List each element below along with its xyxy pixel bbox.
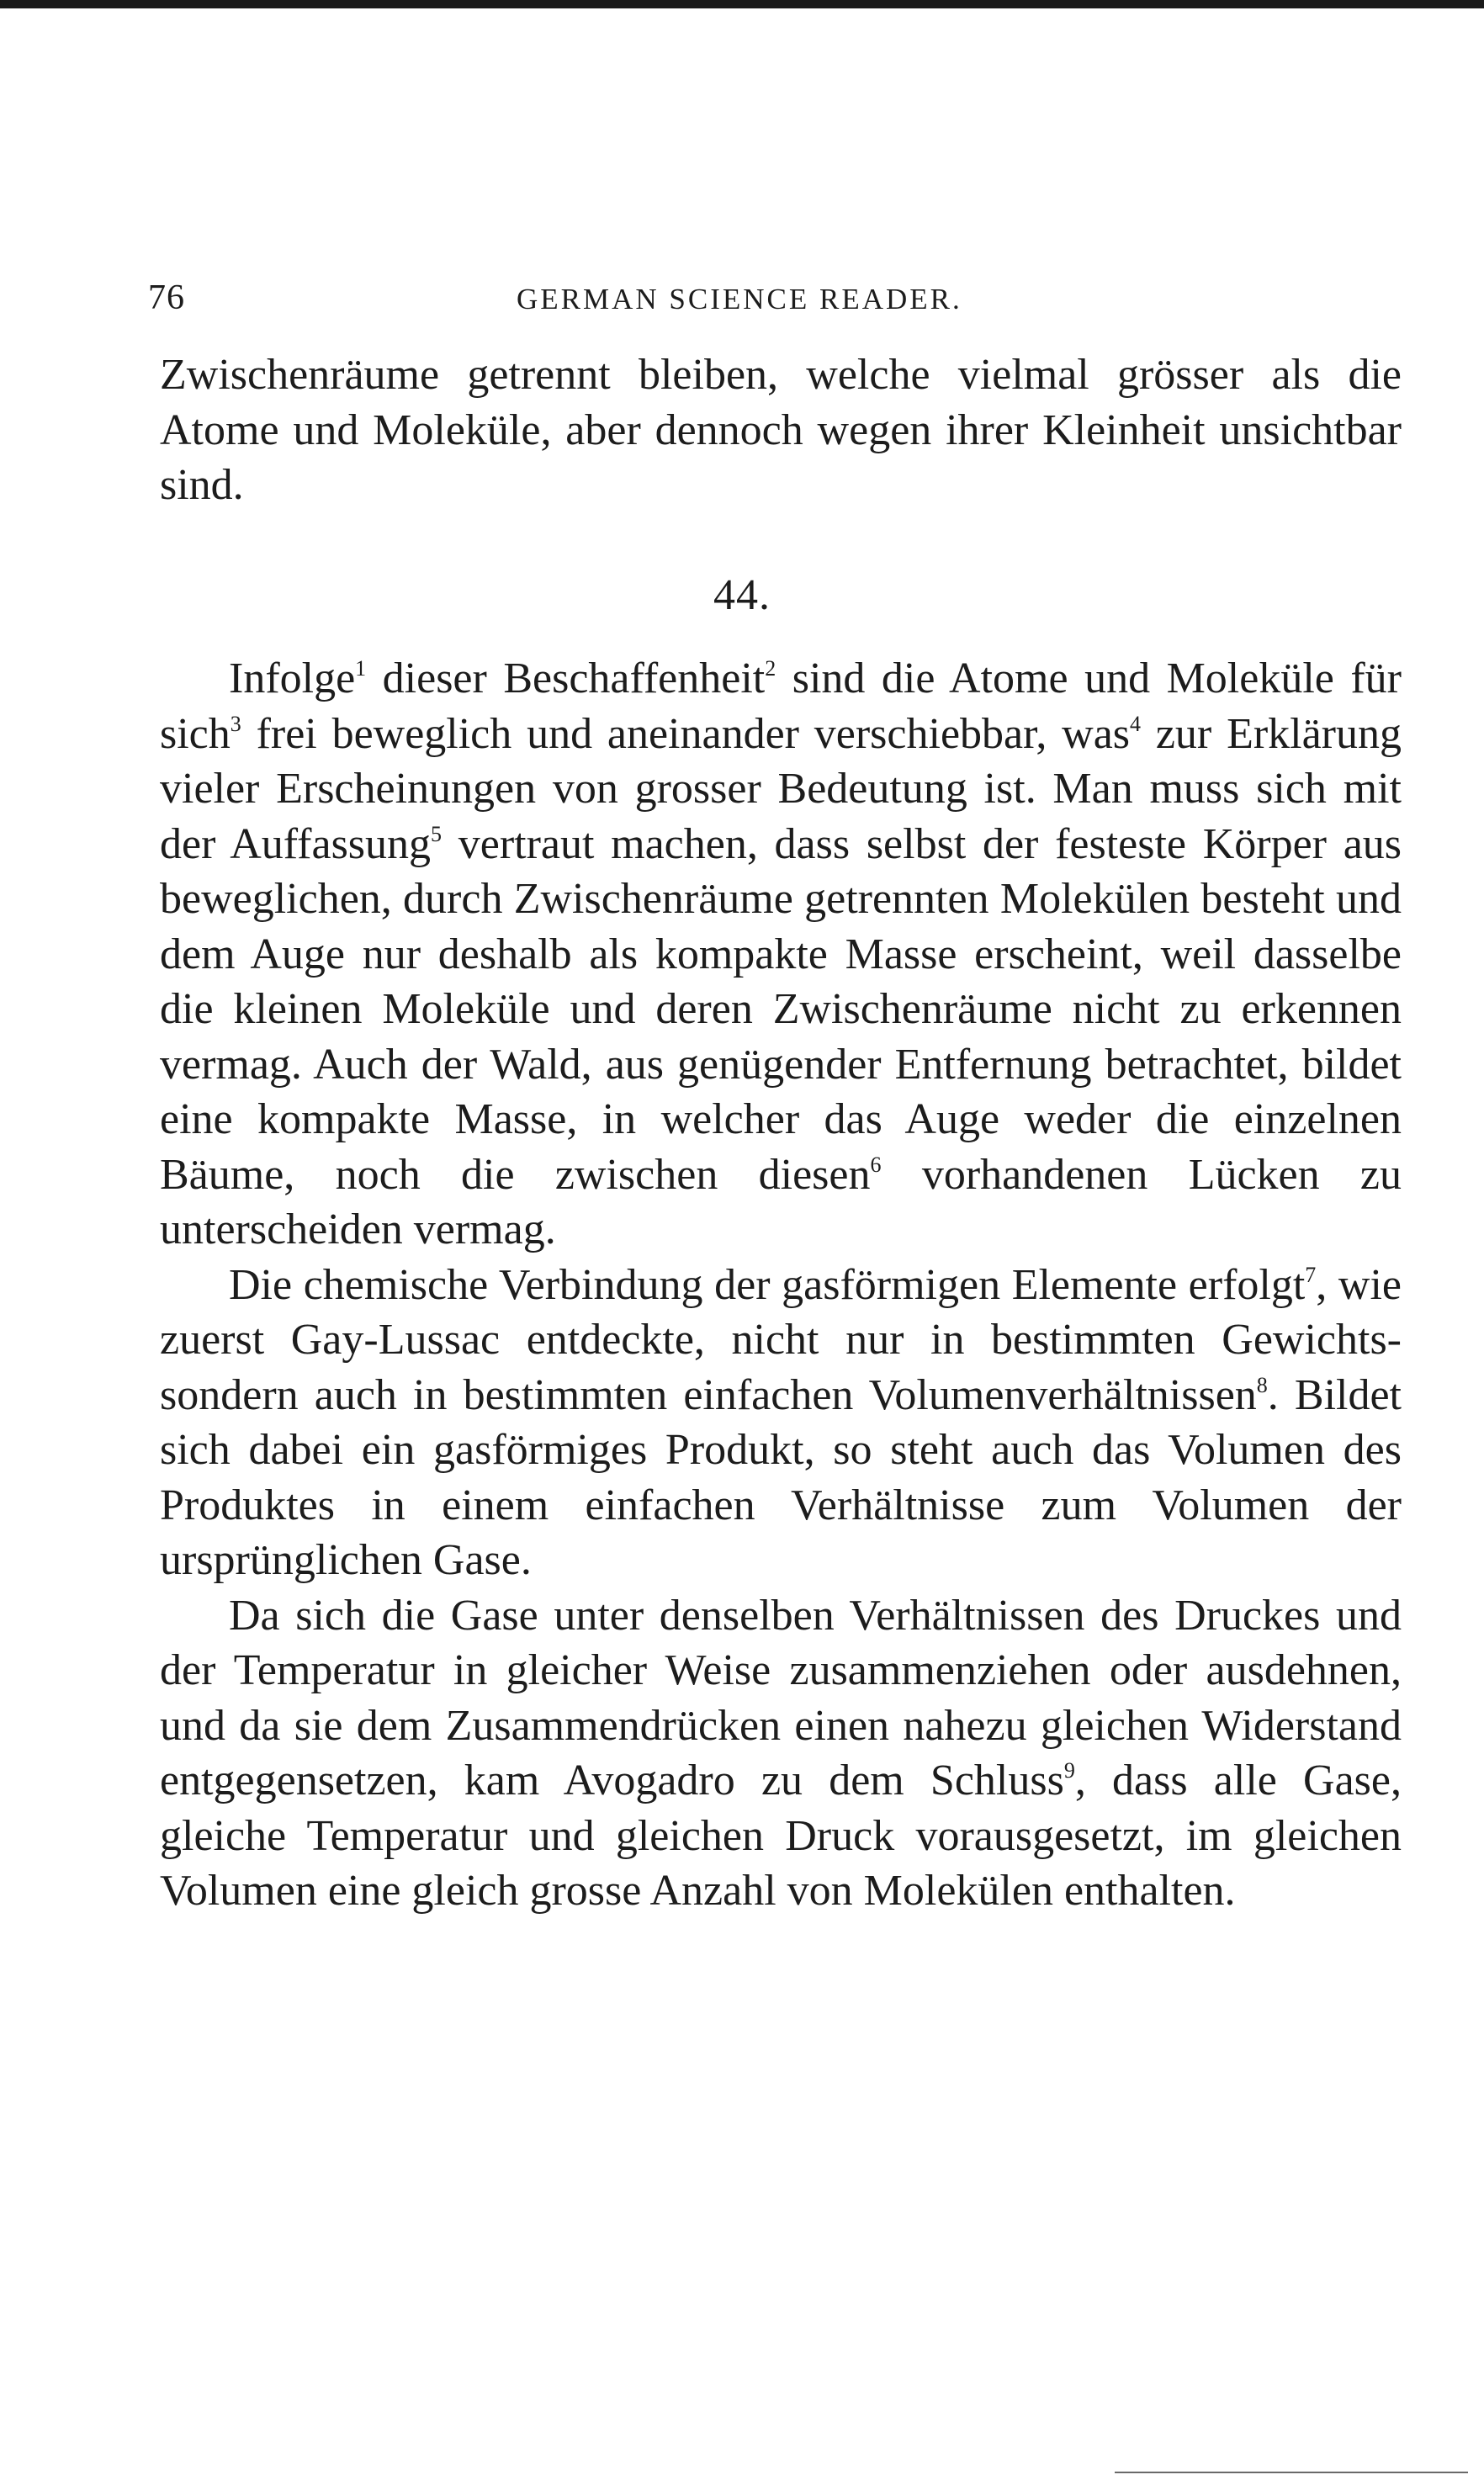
footnote-marker: 9: [1063, 1758, 1075, 1783]
text-segment: Infolge: [229, 654, 356, 702]
continued-paragraph: [160, 347, 1402, 513]
running-head: [148, 278, 1402, 328]
text-segment: sind die Atome und Moleküle für sich: [160, 654, 1402, 758]
text-segment: , wie zuerst Gay-Lussac entdeckte, nicht nur in bestimmten Gewichts- sondern auch in bestimmten einfachen Volumenverhältnissen: [160, 1260, 1402, 1419]
paragraph-continuation: Zwischenräume getrennt bleiben, welche vielmal grösser als die Atome und Moleküle, aber dennoch wegen ihrer Kleinheit unsichtbar sind.: [160, 351, 1402, 509]
footnote-marker: 1: [355, 656, 367, 681]
footnote-marker: 7: [1305, 1262, 1317, 1287]
text-segment: frei beweglich und aneinander verschiebbar, was: [241, 709, 1131, 758]
text-segment: Die chemische Verbindung der gasförmigen Elemente erfolgt: [229, 1260, 1306, 1309]
text-segment: Da sich die Gase unter denselben Verhältnissen des Druckes und der Temperatur in gleicher Weise zusammenziehen oder ausdehnen, und da sie dem Zusammendrücken einen nahezu gleichen Widerstand entgegensetzen, kam Avogadro zu dem Schluss: [160, 1591, 1402, 1804]
section-body: [160, 651, 1402, 1919]
footnote-marker: 8: [1256, 1372, 1268, 1397]
text-segment: dieser Beschaffenheit: [366, 654, 766, 702]
text-segment: vorhandenen Lücken zu unterscheiden vermag.: [160, 1150, 1402, 1253]
bottom-edge-rule: [1115, 2472, 1468, 2473]
text-segment: , dass alle Gase, gleiche Temperatur und gleichen Druck vorausgesetzt, im gleichen Volumen eine gleich grosse Anzahl von Molekülen enthalten.: [160, 1757, 1402, 1915]
footnote-marker: 5: [431, 821, 443, 846]
paragraph-2: [160, 1258, 1402, 1588]
footnote-marker: 6: [870, 1152, 882, 1177]
top-edge-rule: [0, 0, 1484, 8]
text-segment: . Bildet sich dabei ein gasförmiges Produkt, so steht auch das Volumen des Produktes in einem einfachen Verhältnisse zum Volumen der ursprünglichen Gase.: [160, 1370, 1402, 1584]
footnote-marker: 2: [765, 656, 776, 681]
paragraph-3: [160, 1588, 1402, 1919]
footnote-marker: 4: [1130, 711, 1142, 736]
page-number: 76: [148, 278, 185, 317]
section-number: 44.: [713, 571, 771, 619]
running-title: GERMAN SCIENCE READER.: [517, 283, 962, 315]
text-segment: zur Erklärung vieler Erscheinungen von grosser Bedeutung ist. Man muss sich mit der Auffassung: [160, 709, 1402, 868]
footnote-marker: 3: [230, 711, 241, 736]
paragraph-1: [160, 651, 1402, 1258]
text-segment: vertraut machen, dass selbst der festeste Körper aus beweglichen, durch Zwischenräume getrennten Molekülen besteht und dem Auge nur deshalb als kompakte Masse erscheint, weil dasselbe die kleinen Moleküle und deren Zwischenräume nicht zu erkennen vermag. Auch der Wald, aus genügender Entfernung betrachtet, bildet eine kompakte Masse, in welcher das Auge weder die einzelnen Bäume, noch die zwischen diesen: [160, 819, 1402, 1199]
